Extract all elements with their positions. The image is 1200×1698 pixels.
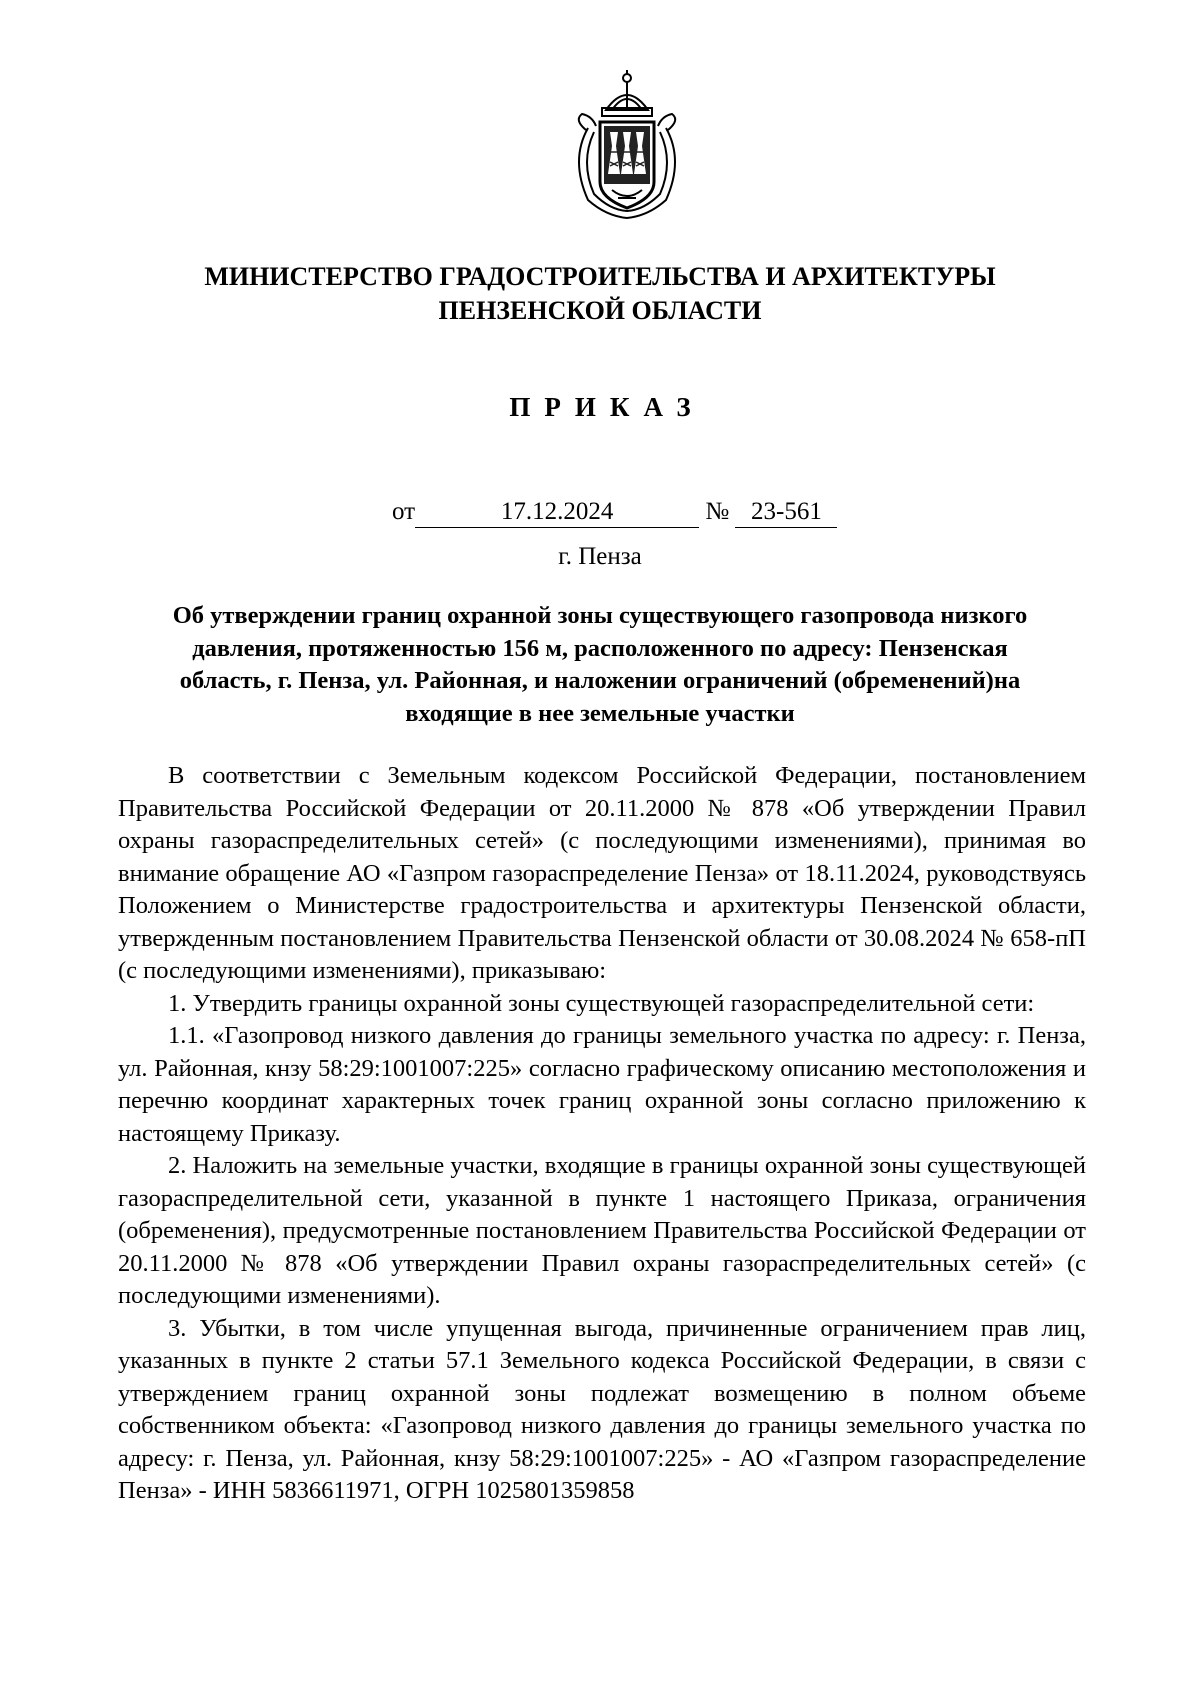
date-label: от: [392, 498, 416, 525]
ministry-name: [100, 260, 1100, 328]
date-number-line: [392, 496, 837, 528]
paragraph-preamble: В соответствии с Земельным кодексом Российской Федерации, постановлением Правительства Российской Федерации от 20.11.2000 № 878 «Об утверждении Правил охраны газораспределительных сетей» (с последующими изменениями), принимая во внимание обращение АО «Газпром газораспределение Пенза» от 18.11.2024, руководствуясь Положением о Министерстве градостроительства и архитектуры Пензенской области, утвержденным постановлением Правительства Пензенской области от 30.08.2024 № 658-пП (с последующими изменениями), приказываю:: [118, 762, 1086, 984]
paragraph-item-1-1: 1.1. «Газопровод низкого давления до границы земельного участка по адресу: г. Пенза, ул. Районная, кнзу 58:29:1001007:225» согласно графическому описанию местоположения и перечню координат характерных точек границ охранной зоны согласно приложению к настоящему Приказу.: [118, 1022, 1086, 1147]
document-heading: Об утверждении границ охранной зоны существующего газопровода низкого давления, протяженностью 156 м, расположенного по адресу: Пензенская область, г. Пенза, ул. Районная, и наложении ограничений (обременений)на входящие в нее земельные участки: [172, 602, 1028, 727]
number-label: №: [705, 498, 730, 525]
document-body: [118, 760, 1086, 1508]
document-number: 23-561: [735, 497, 837, 528]
paragraph-item-2: 2. Наложить на земельные участки, входящие в границы охранной зоны существующей газораспределительной сети, указанной в пункте 1 настоящего Приказа, ограничения (обременения), предусмотренные постановлением Правительства Российской Федерации от 20.11.2000 № 878 «Об утверждении Правил охраны газораспределительных сетей» (с последующими изменениями).: [118, 1152, 1086, 1309]
document-type-title: ПРИКАЗ: [509, 392, 705, 422]
ministry-line-2: ПЕНЗЕНСКОЙ ОБЛАСТИ: [438, 296, 762, 325]
coat-of-arms-icon: [566, 70, 688, 220]
ministry-line-1: МИНИСТЕРСТВО ГРАДОСТРОИТЕЛЬСТВА И АРХИТЕКТУРЫ: [204, 262, 996, 291]
city-name: г. Пенза: [558, 543, 642, 570]
paragraph-item-3: 3. Убытки, в том числе упущенная выгода, причиненные ограничением прав лиц, указанных в пункте 2 статьи 57.1 Земельного кодекса Российской Федерации, в связи с утверждением границ охранной зоны подлежат возмещению в полном объеме собственником объекта: «Газопровод низкого давления до границы земельного участка по адресу: г. Пенза, ул. Районная, кнзу 58:29:1001007:225» - АО «Газпром газораспределение Пенза» - ИНН 5836611971, ОГРН 1025801359858: [118, 1314, 1086, 1504]
paragraph-item-1: 1. Утвердить границы охранной зоны существующей газораспределительной сети:: [168, 989, 1035, 1017]
document-date: 17.12.2024: [415, 497, 699, 528]
